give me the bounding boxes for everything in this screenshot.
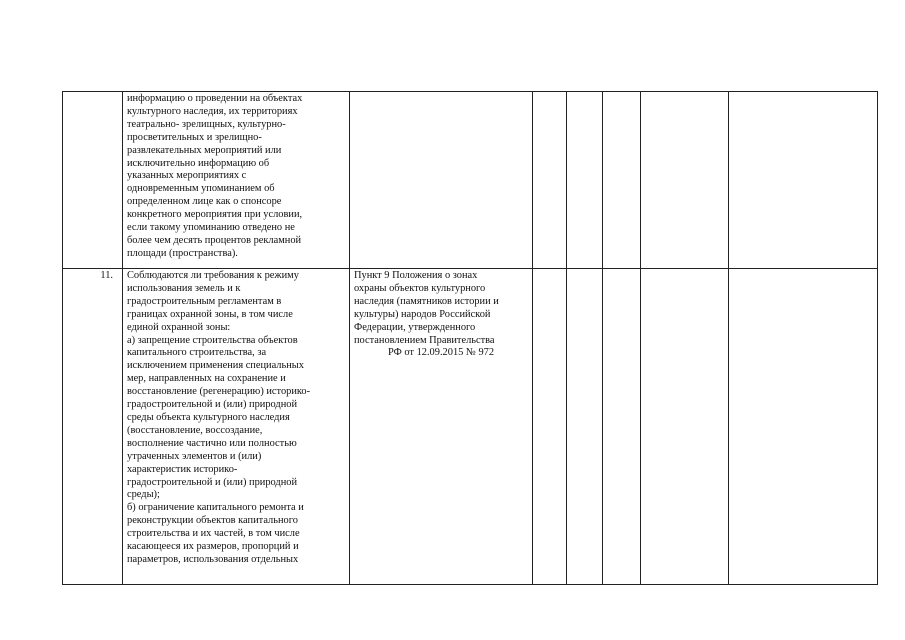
table-row: [63, 269, 878, 585]
notes-cell: [641, 92, 729, 269]
reference-line: наследия (памятников истории и: [354, 295, 499, 307]
reference-line: Федерации, утвержденного: [354, 321, 476, 333]
not-applicable-cell: [603, 92, 641, 269]
reference-line: постановлением Правительства: [354, 334, 495, 346]
comments-cell: [729, 269, 878, 585]
no-cell: [567, 269, 603, 585]
reference-line: Пункт 9 Положения о зонах: [354, 270, 478, 281]
row-number-cell: 11.: [63, 269, 123, 585]
checklist-table: [62, 91, 878, 585]
row-number-cell: [63, 92, 123, 269]
reference-line: культуры) народов Российской: [354, 308, 491, 320]
reference-line-last: РФ от 12.09.2015 № 972: [387, 347, 495, 359]
notes-cell: [641, 269, 729, 585]
no-cell: [567, 92, 603, 269]
requirement-cell: информацию о проведении на объектах культурного наследия, их территориях театрально- зрелищных, культурно- просветительных и зрелищно- развлекательных мероприятий или исключительно информацию об указанных мероприятиях с одновременным упоминанием об определенном лице как о спонсоре конкретного мероприятия при условии, если такому упоминанию отведено не более чем десять процентов рекламной площади (пространства).: [123, 92, 350, 269]
reference-line: охраны объектов культурного: [354, 282, 486, 294]
not-applicable-cell: [603, 269, 641, 585]
requirement-cell: Соблюдаются ли требования к режиму использования земель и к градостроительным регламентам в границах охранной зоны, в том числе единой охранной зоны: а) запрещение строительства объектов капитального строительства, за исключением применения специальных мер, направленных на сохранение и восстановление (регенерацию) историко- градостроительной и (или) природной среды объекта культурного наследия (восстановление, воссоздание, восполнение частично или полностью утраченных элементов и (или) характеристик историко- градостроительной и (или) природной среды); б) ограничение капитального ремонта и реконструкции объектов капитального строительства и их частей, в том числе касающееся их размеров, пропорций и параметров, использования отдельных: [123, 269, 350, 585]
table-row: [63, 92, 878, 269]
yes-cell: [533, 92, 567, 269]
reference-cell: [350, 92, 533, 269]
reference-cell: [350, 269, 533, 585]
yes-cell: [533, 269, 567, 585]
comments-cell: [729, 92, 878, 269]
